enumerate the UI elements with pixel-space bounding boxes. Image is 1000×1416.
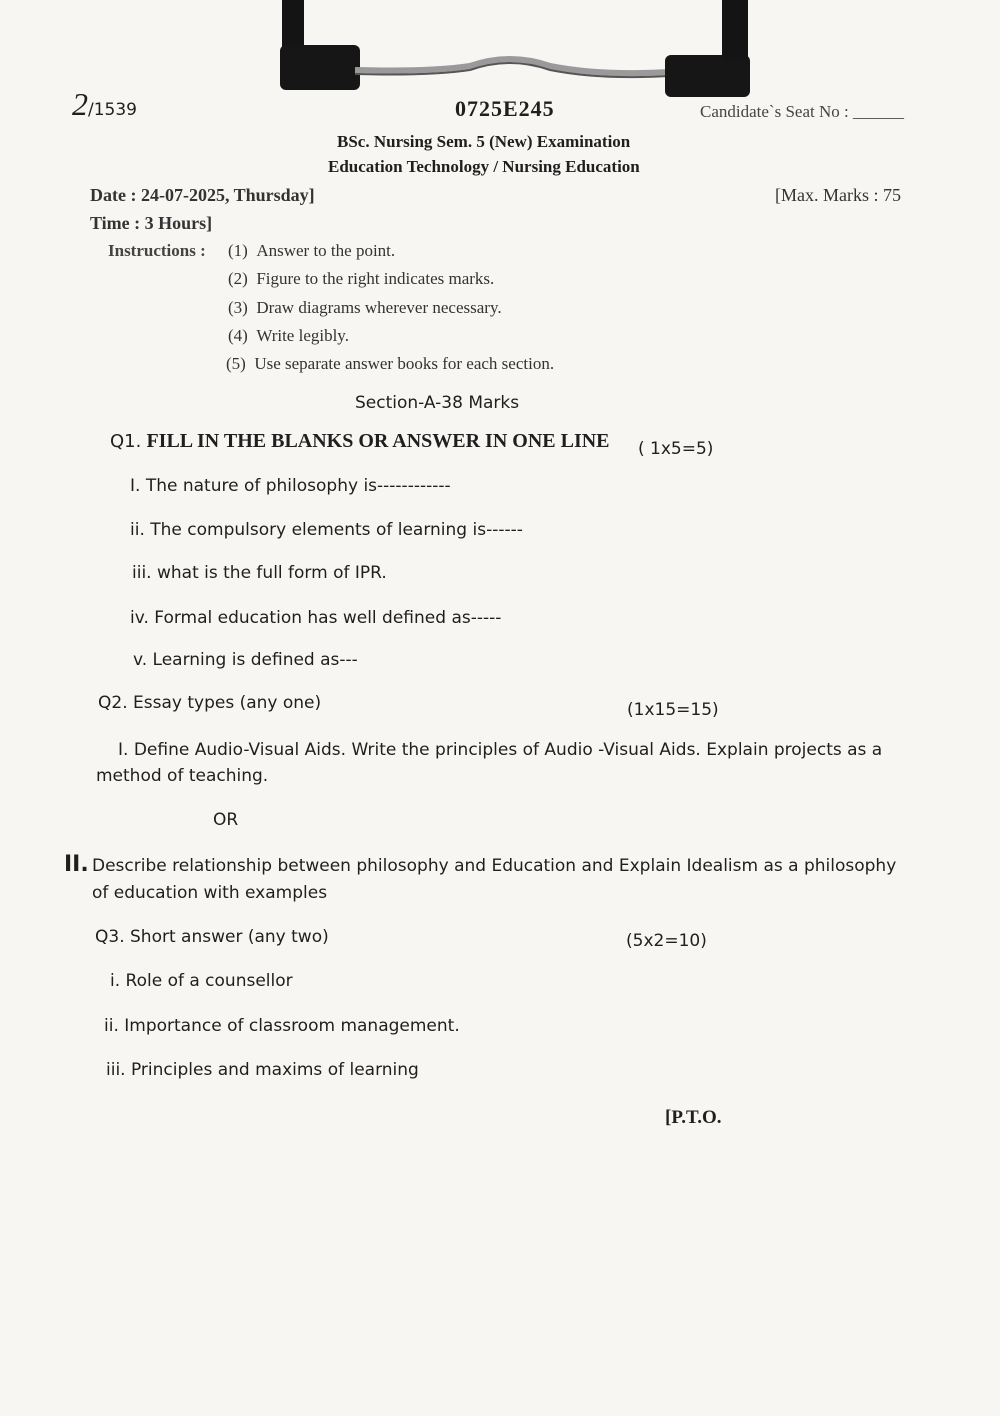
handwritten-ref	[72, 86, 137, 123]
q2-title: Q2. Essay types (any one)	[98, 693, 322, 713]
q3-title: Q3. Short answer (any two)	[95, 927, 329, 947]
instruction-item: (1) Answer to the point.	[228, 241, 396, 260]
subject-title: Education Technology / Nursing Education	[328, 157, 640, 176]
q3-marks: (5x2=10)	[626, 931, 707, 951]
q2-item2-line1: Describe relationship between philosophy and Education and Explain Idealism as a philosophy	[92, 856, 897, 876]
exam-date: Date : 24-07-2025, Thursday]	[90, 185, 315, 205]
q1-title: FILL IN THE BLANKS OR ANSWER IN ONE LINE	[146, 430, 610, 452]
q1-item: I. The nature of philosophy is------------	[130, 476, 451, 496]
q2-item2-number: II.	[64, 852, 89, 877]
q1-marks: ( 1x5=5)	[638, 439, 714, 459]
q3-item: iii. Principles and maxims of learning	[106, 1060, 419, 1080]
q1-item: iii. what is the full form of IPR.	[132, 563, 387, 583]
ref-number: /1539	[88, 100, 137, 120]
instruction-item: (5) Use separate answer books for each section.	[226, 354, 555, 373]
q2-item1-line2: method of teaching.	[96, 766, 269, 786]
q1-heading	[110, 430, 610, 453]
exam-title: BSc. Nursing Sem. 5 (New) Examination	[337, 132, 631, 151]
q1-number: Q1.	[110, 431, 142, 452]
handwritten-number: 2	[72, 86, 88, 122]
q2-marks: (1x15=15)	[627, 700, 719, 720]
q3-item: i. Role of a counsellor	[110, 971, 293, 991]
section-title: Section-A-38 Marks	[355, 393, 520, 413]
seat-number-blank: ______	[852, 102, 904, 121]
q1-item: v. Learning is defined as---	[133, 650, 358, 670]
instruction-item: (3) Draw diagrams wherever necessary.	[228, 298, 502, 317]
q2-item1-line1: I. Define Audio-Visual Aids. Write the principles of Audio -Visual Aids. Explain projects as a	[118, 740, 883, 760]
q2-or: OR	[213, 810, 239, 830]
paper-code: 0725E245	[455, 96, 555, 121]
instructions-label: Instructions :	[108, 241, 206, 260]
instruction-item: (2) Figure to the right indicates marks.	[228, 269, 495, 288]
q2-item2-line2: of education with examples	[92, 883, 328, 903]
q1-item: ii. The compulsory elements of learning is------	[130, 520, 523, 540]
binder-clip-image	[270, 0, 760, 100]
seat-number-label: Candidate`s Seat No : ______	[700, 102, 904, 121]
please-turn-over: [P.T.O.	[665, 1107, 722, 1128]
q3-item: ii. Importance of classroom management.	[104, 1016, 460, 1036]
exam-time: Time : 3 Hours]	[90, 213, 213, 233]
instruction-item: (4) Write legibly.	[228, 326, 349, 345]
max-marks: [Max. Marks : 75	[775, 185, 901, 205]
q1-item: iv. Formal education has well defined as-----	[130, 608, 502, 628]
